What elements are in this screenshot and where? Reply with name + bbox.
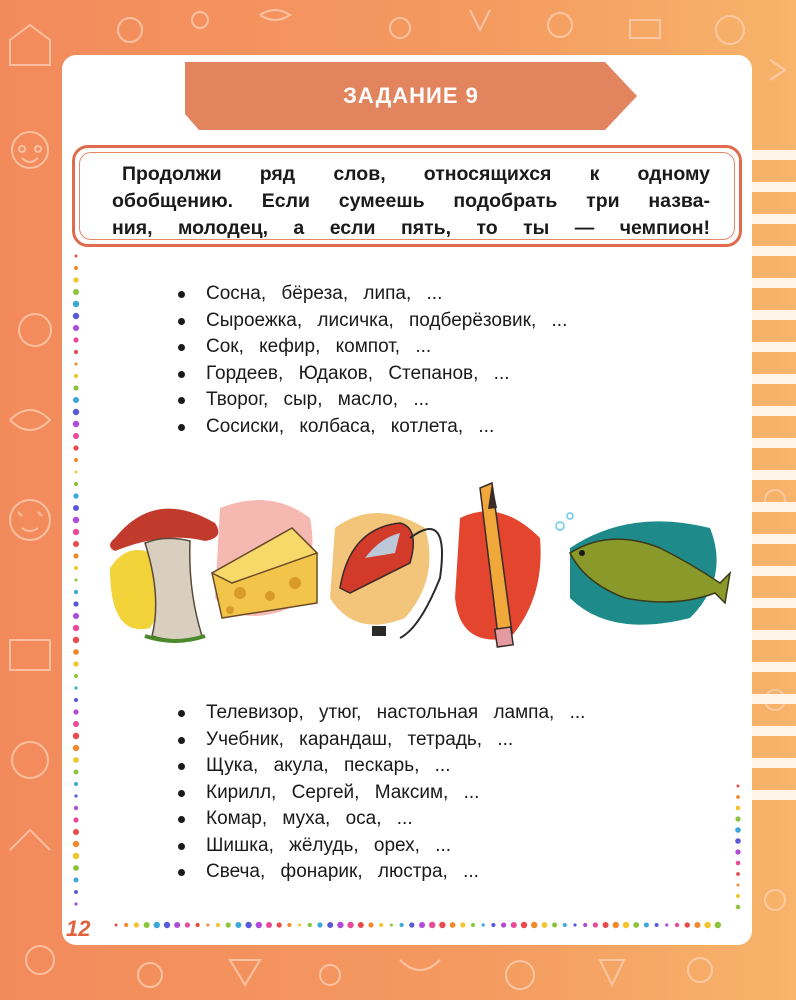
decorative-dot [73, 385, 78, 390]
decorative-dot [685, 922, 690, 927]
decorative-dot [73, 829, 79, 835]
decorative-dot [736, 905, 741, 910]
pencil-icon [455, 483, 541, 647]
decorative-dot [73, 421, 79, 427]
decorative-dot [704, 922, 710, 928]
decorative-dot [74, 770, 79, 775]
decorative-dot [73, 757, 79, 763]
decorative-dot [531, 922, 537, 928]
decorative-dot [73, 853, 79, 859]
decorative-dot [73, 865, 79, 871]
decorative-dot [73, 337, 78, 342]
decorative-dot [73, 613, 79, 619]
decorative-dot [298, 924, 301, 927]
decorative-dot [74, 458, 78, 462]
decorative-dot [73, 841, 79, 847]
decorative-dot [633, 922, 639, 928]
decorative-dot [460, 922, 465, 927]
list-item: Кирилл, Сергей, Максим, ... [176, 780, 585, 807]
decorative-dot [736, 795, 740, 799]
decorative-dot [73, 493, 78, 498]
decorative-dot [75, 579, 78, 582]
decorative-dot [737, 785, 740, 788]
decorative-dot [75, 255, 78, 258]
decorative-dot [75, 363, 78, 366]
decorative-dot [73, 505, 79, 511]
decorative-dot [400, 923, 404, 927]
decorative-dot [73, 277, 78, 282]
decorative-dot [74, 566, 78, 570]
decorative-dot [73, 649, 79, 655]
decorative-dot [73, 721, 79, 727]
decorative-dot [154, 922, 160, 928]
right-dotted-border [728, 780, 748, 920]
decorative-dot [226, 922, 231, 927]
decorative-dot [74, 794, 77, 797]
decorative-dot [73, 661, 78, 666]
decorative-dot [73, 625, 79, 631]
decorative-dot [317, 922, 322, 927]
decorative-dot [196, 923, 200, 927]
decorative-dot [73, 517, 79, 523]
decorative-dot [74, 482, 78, 486]
list-item: Сосиски, колбаса, котлета, ... [176, 414, 567, 441]
word-list-2 [176, 700, 585, 886]
list-item: Творог, сыр, масло, ... [176, 387, 567, 414]
decorative-dot [73, 817, 78, 822]
decorative-dot [74, 350, 78, 354]
decorative-dot [185, 922, 190, 927]
decorative-dot [337, 922, 343, 928]
decorative-dot [736, 872, 740, 876]
decorative-dot [511, 922, 517, 928]
list-item: Щука, акула, пескарь, ... [176, 753, 585, 780]
decorative-dot [736, 894, 740, 898]
decorative-dot [174, 922, 180, 928]
decorative-dot [482, 923, 485, 926]
decorative-dot [439, 922, 445, 928]
list-item: Учебник, карандаш, тетрадь, ... [176, 727, 585, 754]
decorative-dot [73, 313, 79, 319]
decorative-dot [736, 806, 741, 811]
decorative-dot [206, 924, 209, 927]
decorative-dot [73, 301, 79, 307]
picture-row [100, 478, 740, 668]
word-list-1 [176, 281, 567, 440]
decorative-dot [390, 924, 393, 927]
decorative-dot [74, 686, 77, 689]
decorative-dot [613, 922, 619, 928]
list-item: Свеча, фонарик, люстра, ... [176, 859, 585, 886]
decorative-dot [737, 884, 740, 887]
decorative-dot [115, 924, 118, 927]
decorative-dot [74, 890, 78, 894]
decorative-dot [542, 922, 548, 928]
page-number: 12 [66, 916, 91, 941]
decorative-dot [573, 923, 576, 926]
decorative-dot [74, 590, 78, 594]
decorative-dot [368, 922, 373, 927]
decorative-dot [735, 849, 740, 854]
decorative-dot [471, 923, 475, 927]
decorative-dot [74, 674, 78, 678]
decorative-dot [74, 902, 77, 905]
decorative-dot [379, 923, 383, 927]
decorative-dot [287, 923, 291, 927]
decorative-dot [491, 923, 495, 927]
cheese-icon [212, 500, 317, 618]
decorative-dot [563, 923, 567, 927]
decorative-dot [347, 922, 353, 928]
iron-icon [330, 513, 442, 638]
list-item: Сосна, бёреза, липа, ... [176, 281, 567, 308]
decorative-dot [73, 553, 78, 558]
decorative-dot [73, 397, 79, 403]
instruction-line-3: ния, молодец, а если пять, то ты — чемпион! [112, 217, 710, 239]
decorative-dot [74, 806, 78, 810]
task-banner [185, 60, 637, 132]
decorative-dot [429, 922, 435, 928]
decorative-dot [74, 374, 78, 378]
decorative-dot [655, 923, 659, 927]
list-item: Телевизор, утюг, настольная лампа, ... [176, 700, 585, 727]
decorative-dot [73, 433, 79, 439]
decorative-dot [73, 289, 79, 295]
decorative-dot [419, 922, 425, 928]
decorative-dot [675, 923, 679, 927]
decorative-dot [73, 325, 79, 331]
decorative-dot [409, 922, 414, 927]
instruction-line-1: Продолжи ряд слов, относящихся к одному [122, 163, 710, 185]
decorative-dot [124, 923, 128, 927]
decorative-dot [644, 923, 649, 928]
decorative-dot [358, 922, 364, 928]
decorative-dot [501, 922, 506, 927]
decorative-dot [73, 409, 79, 415]
decorative-dot [736, 861, 741, 866]
decorative-dot [552, 923, 557, 928]
decorative-dot [216, 923, 220, 927]
decorative-dot [75, 471, 78, 474]
decorative-dot [73, 445, 78, 450]
bottom-dotted-border [110, 915, 730, 935]
decorative-dot [74, 698, 78, 702]
instruction-box [72, 145, 742, 247]
decorative-dot [715, 922, 721, 928]
decorative-dot [74, 782, 78, 786]
decorative-dot [603, 922, 609, 928]
decorative-dot [583, 923, 587, 927]
decorative-dot [256, 922, 262, 928]
decorative-dot [735, 827, 741, 833]
fish-icon [556, 513, 730, 625]
decorative-dot [74, 878, 79, 883]
decorative-dot [144, 922, 150, 928]
list-item: Комар, муха, оса, ... [176, 806, 585, 833]
decorative-dot [73, 529, 79, 535]
mushroom-icon [110, 509, 218, 641]
decorative-dot [665, 923, 668, 926]
list-item: Гордеев, Юдаков, Степанов, ... [176, 361, 567, 388]
decorative-dot [73, 745, 79, 751]
decorative-dot [593, 922, 598, 927]
decorative-dot [164, 922, 170, 928]
list-item: Сыроежка, лисичка, подберёзовик, ... [176, 308, 567, 335]
decorative-dot [73, 709, 78, 714]
decorative-dot [134, 922, 139, 927]
decorative-dot [308, 923, 312, 927]
list-item: Сок, кефир, компот, ... [176, 334, 567, 361]
decorative-dot [327, 922, 333, 928]
decorative-dot [73, 637, 79, 643]
decorative-dot [74, 266, 78, 270]
decorative-dot [735, 816, 740, 821]
decorative-dot [623, 922, 629, 928]
decorative-dot [245, 922, 251, 928]
decorative-dot [735, 838, 741, 844]
decorative-dot [73, 601, 78, 606]
decorative-dot [450, 922, 456, 928]
task-title: ЗАДАНИЕ 9 [343, 83, 479, 108]
decorative-dot [277, 922, 282, 927]
decorative-dot [73, 541, 79, 547]
list-item: Шишка, жёлудь, орех, ... [176, 833, 585, 860]
left-dotted-border [66, 250, 86, 910]
decorative-dot [73, 733, 79, 739]
decorative-dot [266, 922, 272, 928]
decorative-dot [235, 922, 241, 928]
instruction-line-2: обобщению. Если сумеешь подобрать три назва- [112, 190, 710, 212]
decorative-dot [694, 922, 700, 928]
decorative-dot [521, 922, 527, 928]
